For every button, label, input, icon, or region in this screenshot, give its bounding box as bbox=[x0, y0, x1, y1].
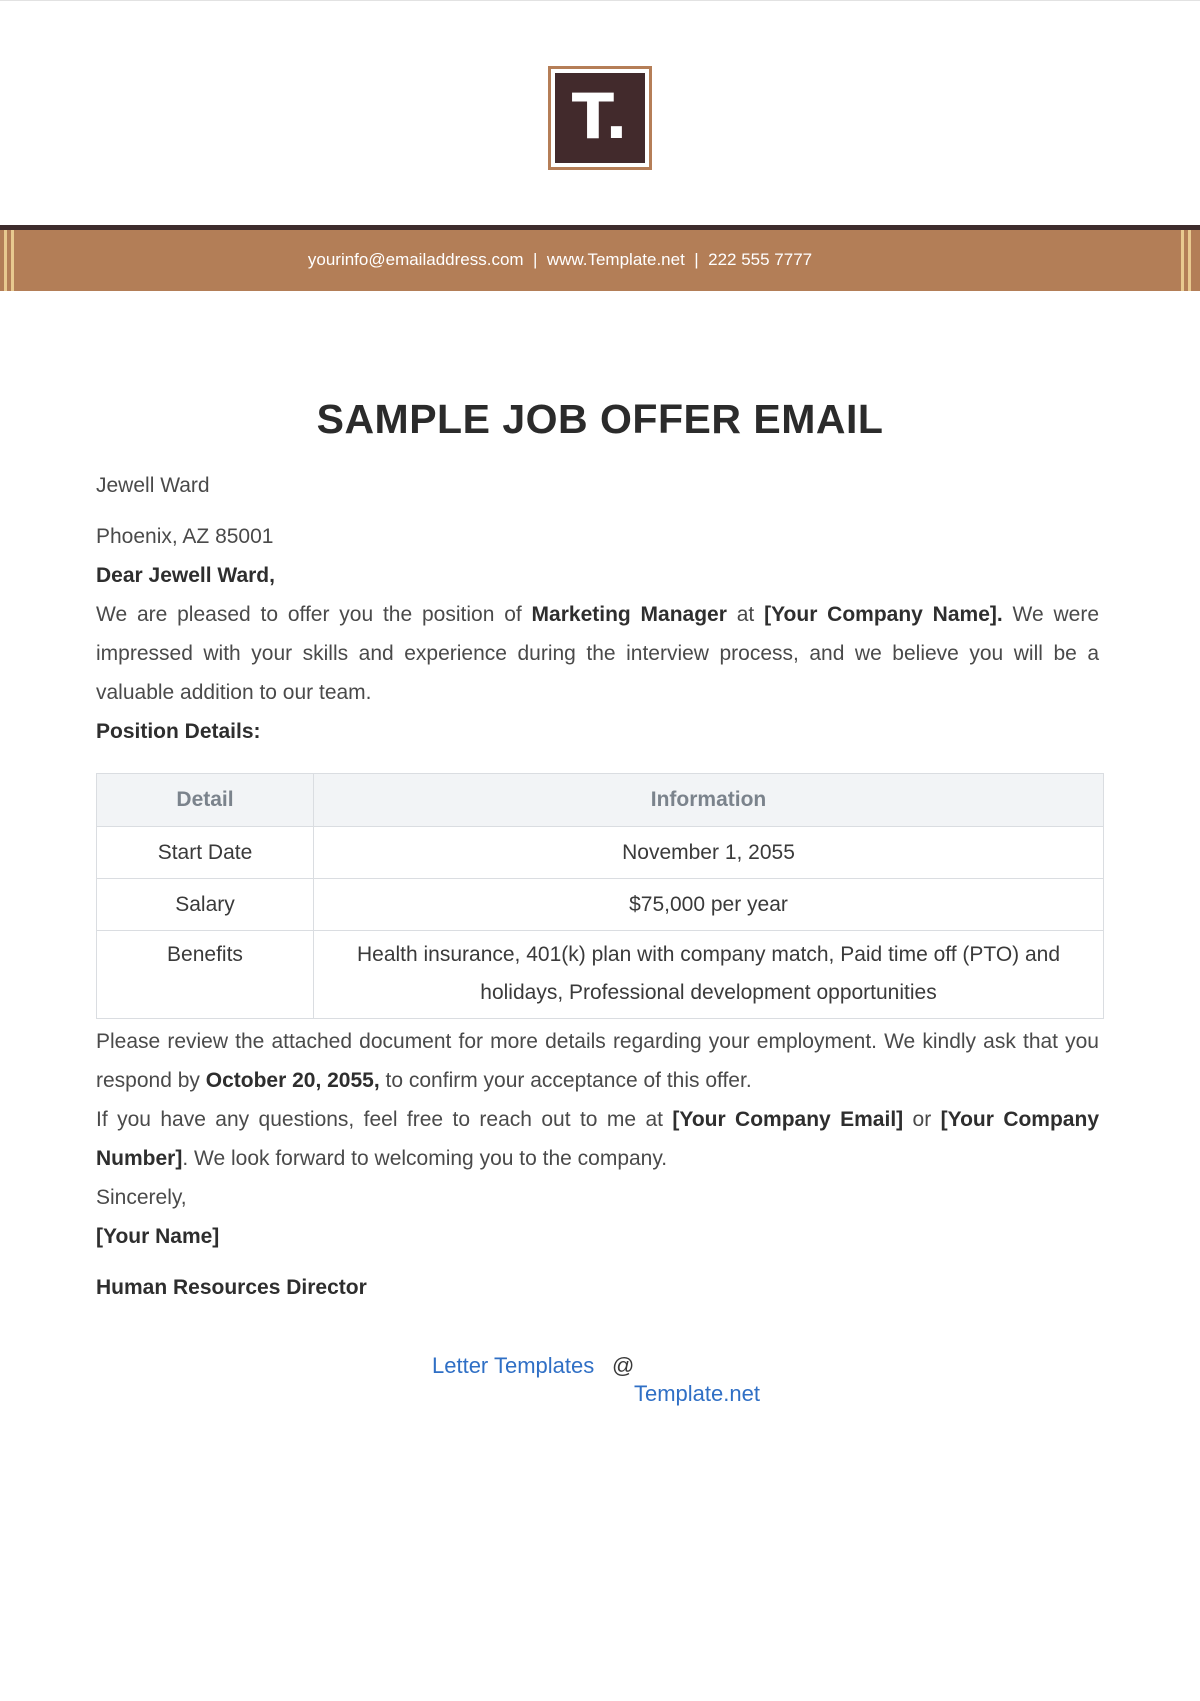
recipient-name: Jewell Ward bbox=[96, 474, 210, 497]
footer-at-sign: @ bbox=[612, 1353, 635, 1378]
table-row bbox=[97, 879, 1104, 931]
top-divider bbox=[0, 0, 1200, 1]
intro-paragraph bbox=[96, 595, 1099, 712]
table-cell-detail: Benefits bbox=[97, 931, 314, 1019]
logo-letter: T. bbox=[571, 80, 629, 153]
review-text-2: to confirm your acceptance of this offer. bbox=[379, 1069, 752, 1092]
company-email: [Your Company Email] bbox=[672, 1108, 904, 1131]
company-number: [Your Company Number] bbox=[96, 1108, 1099, 1170]
band-stripe-right-2 bbox=[1188, 230, 1191, 291]
company-name: [Your Company Name]. bbox=[764, 603, 1003, 626]
table-cell-information: $75,000 per year bbox=[314, 879, 1104, 931]
recipient-address: Phoenix, AZ 85001 bbox=[96, 525, 274, 548]
contact-band-top-border bbox=[0, 225, 1200, 230]
table-cell-detail: Salary bbox=[97, 879, 314, 931]
table-row bbox=[97, 931, 1104, 1019]
table-row bbox=[97, 827, 1104, 879]
band-stripe-right-1 bbox=[1181, 230, 1184, 291]
table-cell-information: November 1, 2055 bbox=[314, 827, 1104, 879]
intro-text-3: We were impressed with your skills and experience during the interview process, and we believe you will be a valuable addition to our team. bbox=[96, 603, 1099, 704]
intro-text-2: at bbox=[726, 603, 765, 626]
review-text-1: Please review the attached document for more details regarding your employment. We kindly ask that you respond by bbox=[96, 1030, 1099, 1092]
details-heading: Position Details: bbox=[96, 720, 261, 743]
review-paragraph bbox=[96, 1022, 1099, 1100]
document-title: SAMPLE JOB OFFER EMAIL bbox=[316, 396, 884, 442]
company-logo bbox=[548, 66, 652, 170]
sender-name: [Your Name] bbox=[96, 1225, 220, 1248]
questions-paragraph bbox=[96, 1100, 1099, 1178]
position-title: Marketing Manager bbox=[531, 603, 727, 626]
template-net-link[interactable]: Template.net bbox=[634, 1381, 760, 1406]
response-date: October 20, 2055, bbox=[205, 1069, 380, 1092]
letter-templates-link[interactable]: Letter Templates bbox=[432, 1353, 595, 1378]
questions-text-3: . We look forward to welcoming you to the company. bbox=[182, 1147, 668, 1170]
table-cell-information: Health insurance, 401(k) plan with company match, Paid time off (PTO) and holidays, Professional development opportunities bbox=[314, 931, 1104, 1019]
table-header-detail: Detail bbox=[97, 774, 314, 827]
closing: Sincerely, bbox=[96, 1186, 187, 1209]
sender-title: Human Resources Director bbox=[96, 1276, 367, 1299]
table-header-information: Information bbox=[314, 774, 1104, 827]
table-cell-detail: Start Date bbox=[97, 827, 314, 879]
contact-info: yourinfo@emailaddress.com | www.Template.net | 222 555 7777 bbox=[307, 250, 813, 269]
table-header-row bbox=[97, 774, 1104, 827]
logo-mark bbox=[555, 73, 645, 163]
salutation: Dear Jewell Ward, bbox=[96, 564, 275, 587]
intro-text-1: We are pleased to offer you the position of bbox=[96, 603, 532, 626]
questions-text-2: or bbox=[903, 1108, 941, 1131]
questions-text-1: If you have any questions, feel free to reach out to me at bbox=[96, 1108, 673, 1131]
position-details-table bbox=[96, 773, 1104, 1019]
